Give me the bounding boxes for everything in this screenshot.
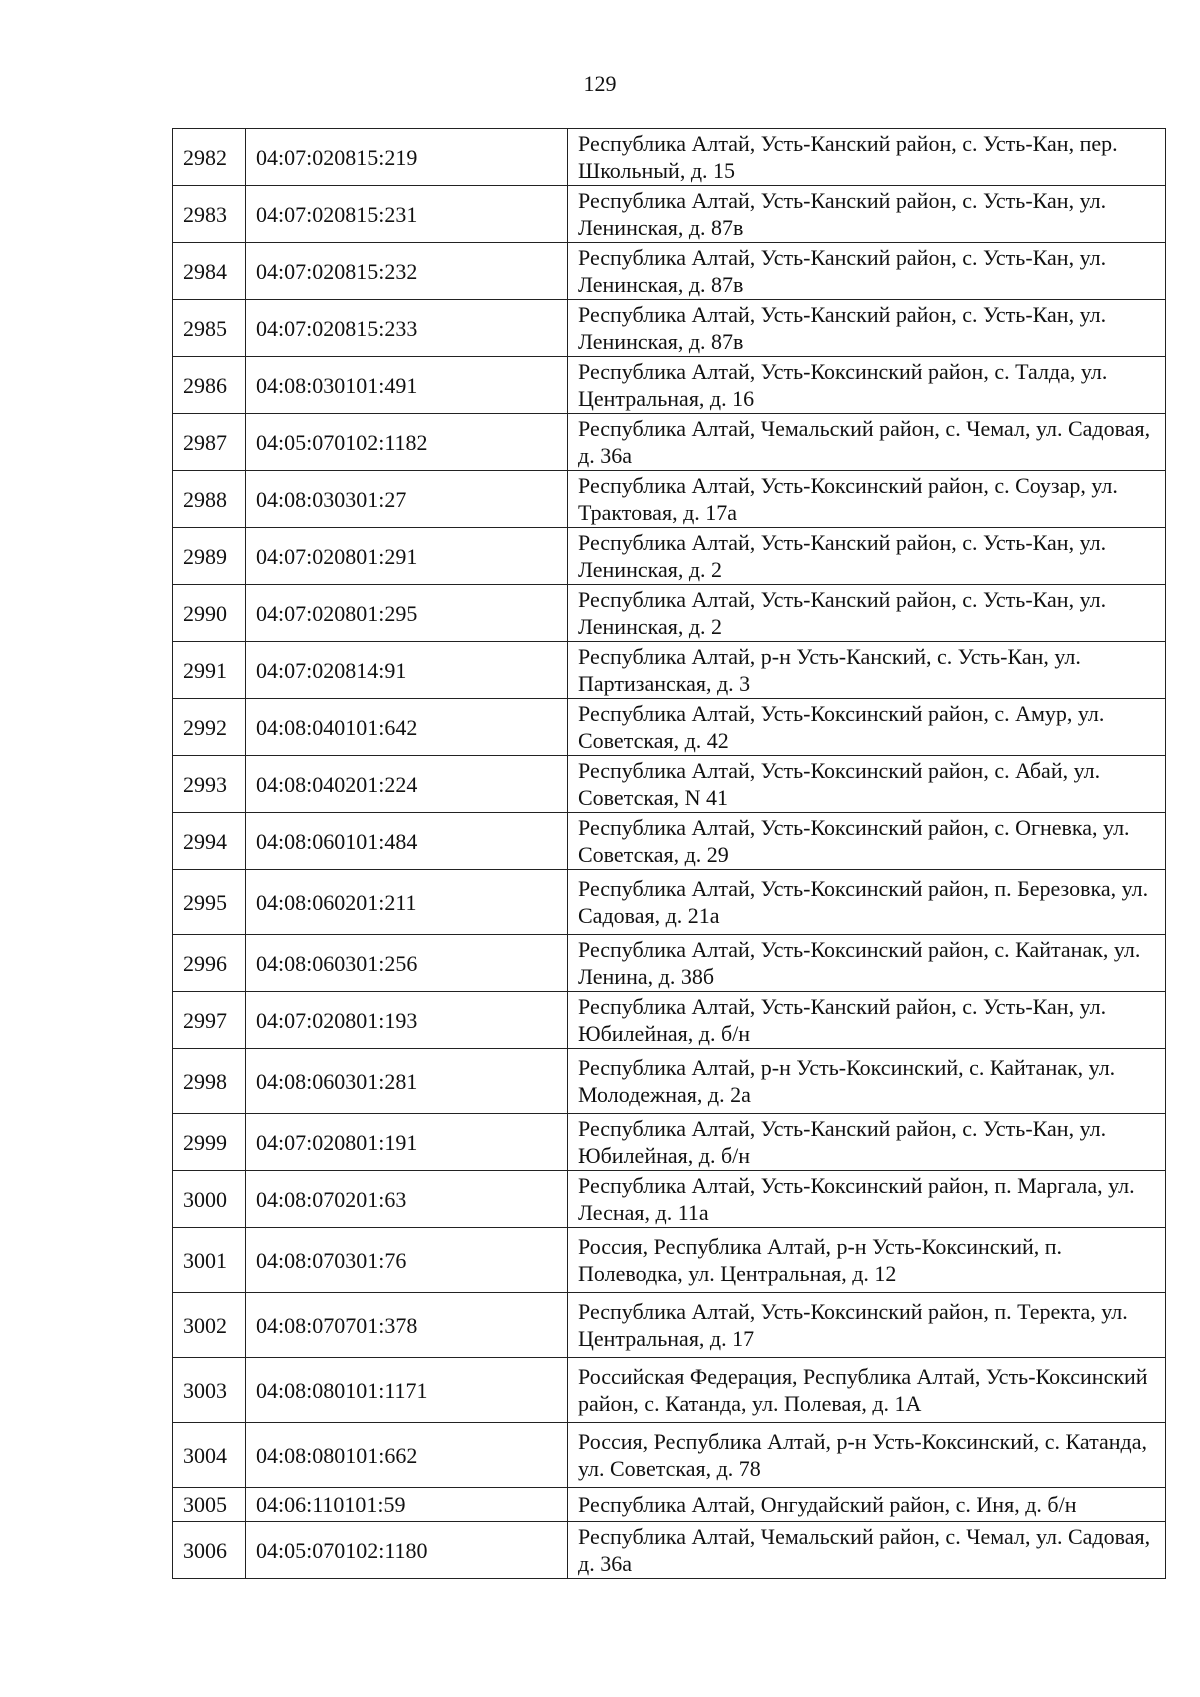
address: Республика Алтай, Усть-Коксинский район, с. Соузар, ул. Трактовая, д. 17а: [568, 471, 1166, 528]
address: Республика Алтай, Усть-Канский район, с. Усть-Кан, ул. Юбилейная, д. б/н: [568, 1114, 1166, 1171]
cadastral-number: 04:08:060301:281: [246, 1049, 568, 1114]
row-number: 2984: [173, 243, 246, 300]
cadastral-number: 04:08:070201:63: [246, 1171, 568, 1228]
table-row: [173, 992, 1166, 1049]
cadastral-number: 04:08:070701:378: [246, 1293, 568, 1358]
row-number: 3002: [173, 1293, 246, 1358]
address: Республика Алтай, Усть-Канский район, с. Усть-Кан, ул. Ленинская, д. 2: [568, 585, 1166, 642]
address: Республика Алтай, Усть-Канский район, с. Усть-Кан, ул. Ленинская, д. 87в: [568, 243, 1166, 300]
cadastral-number: 04:08:030101:491: [246, 357, 568, 414]
address: Республика Алтай, Усть-Коксинский район, с. Абай, ул. Советская, N 41: [568, 756, 1166, 813]
table-row: [173, 300, 1166, 357]
row-number: 2990: [173, 585, 246, 642]
address: Республика Алтай, Онгудайский район, с. Иня, д. б/н: [568, 1488, 1166, 1522]
table-row: [173, 129, 1166, 186]
address: Республика Алтай, Усть-Коксинский район, с. Амур, ул. Советская, д. 42: [568, 699, 1166, 756]
row-number: 2998: [173, 1049, 246, 1114]
cadastral-number: 04:08:040201:224: [246, 756, 568, 813]
address: Республика Алтай, Усть-Коксинский район, с. Огневка, ул. Советская, д. 29: [568, 813, 1166, 870]
row-number: 2987: [173, 414, 246, 471]
address: Республика Алтай, Усть-Канский район, с. Усть-Кан, ул. Ленинская, д. 87в: [568, 186, 1166, 243]
address: Республика Алтай, р-н Усть-Коксинский, с. Кайтанак, ул. Молодежная, д. 2а: [568, 1049, 1166, 1114]
cadastral-number: 04:07:020801:295: [246, 585, 568, 642]
cadastral-number: 04:08:060101:484: [246, 813, 568, 870]
row-number: 2985: [173, 300, 246, 357]
row-number: 2994: [173, 813, 246, 870]
address: Республика Алтай, Усть-Коксинский район, п. Маргала, ул. Лесная, д. 11а: [568, 1171, 1166, 1228]
address: Республика Алтай, Чемальский район, с. Чемал, ул. Садовая, д. 36а: [568, 414, 1166, 471]
page-number: 129: [583, 71, 617, 96]
row-number: 2996: [173, 935, 246, 992]
row-number: 2986: [173, 357, 246, 414]
cadastral-number: 04:07:020815:232: [246, 243, 568, 300]
table-row: [173, 1114, 1166, 1171]
table-row: [173, 1423, 1166, 1488]
cadastral-number: 04:07:020815:231: [246, 186, 568, 243]
row-number: 2983: [173, 186, 246, 243]
table-row: [173, 1171, 1166, 1228]
cadastral-number: 04:08:080101:1171: [246, 1358, 568, 1423]
row-number: 2993: [173, 756, 246, 813]
address: Республика Алтай, Усть-Канский район, с. Усть-Кан, ул. Ленинская, д. 2: [568, 528, 1166, 585]
row-number: 3004: [173, 1423, 246, 1488]
table-row: [173, 1228, 1166, 1293]
cadastral-number: 04:08:060301:256: [246, 935, 568, 992]
cadastral-number: 04:07:020801:191: [246, 1114, 568, 1171]
address: Республика Алтай, Усть-Коксинский район, с. Кайтанак, ул. Ленина, д. 38б: [568, 935, 1166, 992]
cadastral-number: 04:07:020801:291: [246, 528, 568, 585]
address: Республика Алтай, Усть-Коксинский район, с. Талда, ул. Центральная, д. 16: [568, 357, 1166, 414]
cadastral-number: 04:08:060201:211: [246, 870, 568, 935]
cadastral-number: 04:07:020801:193: [246, 992, 568, 1049]
table-row: [173, 756, 1166, 813]
row-number: 3003: [173, 1358, 246, 1423]
table-row: [173, 528, 1166, 585]
table-row: [173, 186, 1166, 243]
table-row: [173, 1293, 1166, 1358]
row-number: 2997: [173, 992, 246, 1049]
cadastral-number: 04:07:020815:219: [246, 129, 568, 186]
cadastral-number: 04:06:110101:59: [246, 1488, 568, 1522]
row-number: 3000: [173, 1171, 246, 1228]
address: Республика Алтай, Усть-Коксинский район, п. Березовка, ул. Садовая, д. 21а: [568, 870, 1166, 935]
row-number: 2991: [173, 642, 246, 699]
row-number: 2992: [173, 699, 246, 756]
address: Республика Алтай, Усть-Канский район, с. Усть-Кан, ул. Ленинская, д. 87в: [568, 300, 1166, 357]
table-row: [173, 414, 1166, 471]
address: Республика Алтай, Усть-Канский район, с. Усть-Кан, пер. Школьный, д. 15: [568, 129, 1166, 186]
row-number: 3005: [173, 1488, 246, 1522]
row-number: 2989: [173, 528, 246, 585]
property-register-table: [172, 128, 1166, 1579]
address: Республика Алтай, р-н Усть-Канский, с. Усть-Кан, ул. Партизанская, д. 3: [568, 642, 1166, 699]
table-row: [173, 1358, 1166, 1423]
address: Республика Алтай, Чемальский район, с. Чемал, ул. Садовая, д. 36а: [568, 1522, 1166, 1579]
row-number: 2995: [173, 870, 246, 935]
table-row: [173, 471, 1166, 528]
cadastral-number: 04:08:070301:76: [246, 1228, 568, 1293]
table-row: [173, 935, 1166, 992]
row-number: 2982: [173, 129, 246, 186]
row-number: 3006: [173, 1522, 246, 1579]
address: Российская Федерация, Республика Алтай, Усть-Коксинский район, с. Катанда, ул. Полевая, д. 1А: [568, 1358, 1166, 1423]
cadastral-number: 04:08:040101:642: [246, 699, 568, 756]
address: Республика Алтай, Усть-Коксинский район, п. Теректа, ул. Центральная, д. 17: [568, 1293, 1166, 1358]
table-row: [173, 1522, 1166, 1579]
cadastral-number: 04:08:030301:27: [246, 471, 568, 528]
cadastral-number: 04:08:080101:662: [246, 1423, 568, 1488]
cadastral-number: 04:05:070102:1180: [246, 1522, 568, 1579]
table-row: [173, 585, 1166, 642]
table-row: [173, 1488, 1166, 1522]
row-number: 2988: [173, 471, 246, 528]
cadastral-number: 04:07:020814:91: [246, 642, 568, 699]
table-row: [173, 357, 1166, 414]
row-number: 3001: [173, 1228, 246, 1293]
table-row: [173, 870, 1166, 935]
table-row: [173, 243, 1166, 300]
table-row: [173, 813, 1166, 870]
address: Россия, Республика Алтай, р-н Усть-Коксинский, п. Полеводка, ул. Центральная, д. 12: [568, 1228, 1166, 1293]
cadastral-number: 04:07:020815:233: [246, 300, 568, 357]
address: Россия, Республика Алтай, р-н Усть-Коксинский, с. Катанда, ул. Советская, д. 78: [568, 1423, 1166, 1488]
row-number: 2999: [173, 1114, 246, 1171]
table-row: [173, 1049, 1166, 1114]
table-row: [173, 642, 1166, 699]
table-row: [173, 699, 1166, 756]
address: Республика Алтай, Усть-Канский район, с. Усть-Кан, ул. Юбилейная, д. б/н: [568, 992, 1166, 1049]
cadastral-number: 04:05:070102:1182: [246, 414, 568, 471]
